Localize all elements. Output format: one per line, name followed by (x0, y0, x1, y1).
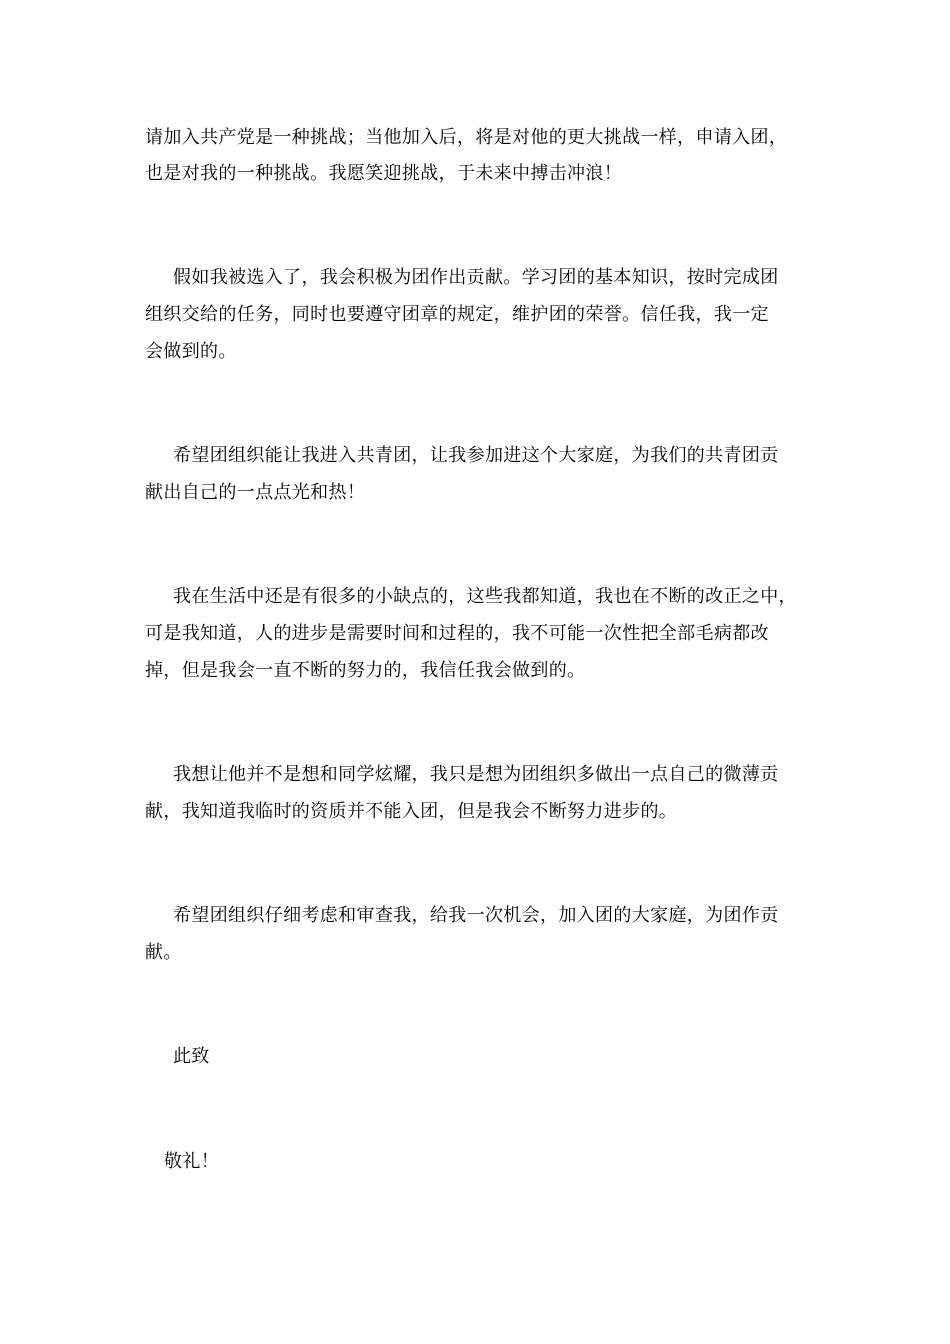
paragraph-2-line-1: 假如我被选入了，我会积极为团作出贡献。学习团的基本知识，按时完成团 (173, 267, 779, 288)
paragraph-3-line-1: 希望团组织能让我进入共青团，让我参加进这个大家庭，为我们的共青团贡 (173, 445, 779, 466)
paragraph-6-line-2: 献。 (145, 942, 182, 963)
paragraph-5-line-1: 我想让他并不是想和同学炫耀，我只是想为团组织多做出一点自己的微薄贡 (173, 764, 779, 785)
paragraph-3-line-2: 献出自己的一点点光和热！ (145, 482, 366, 503)
closing-text: 此致 (173, 1046, 210, 1067)
paragraph-1-line-1: 请加入共产党是一种挑战；当他加入后，将是对他的更大挑战一样，申请入团， (145, 127, 788, 148)
paragraph-1-line-2: 也是对我的一种挑战。我愿笑迎挑战，于未来中搏击冲浪！ (145, 163, 623, 184)
paragraph-4-line-2: 可是我知道，人的进步是需要时间和过程的，我不可能一次性把全部毛病都改 (145, 623, 769, 644)
paragraph-6-line-1: 希望团组织仔细考虑和审查我，给我一次机会，加入团的大家庭，为团作贡 (173, 905, 779, 926)
paragraph-4-line-1: 我在生活中还是有很多的小缺点的，这些我都知道，我也在不断的改正之中， (173, 586, 797, 607)
salutation-text: 敬礼！ (164, 1151, 220, 1172)
paragraph-4-line-3: 掉，但是我会一直不断的努力的，我信任我会做到的。 (145, 660, 586, 681)
paragraph-5-line-2: 献，我知道我临时的资质并不能入团，但是我会不断努力进步的。 (145, 801, 678, 822)
paragraph-2-line-3: 会做到的。 (145, 341, 237, 362)
paragraph-2-line-2: 组织交给的任务，同时也要遵守团章的规定，维护团的荣誉。信任我，我一定 (145, 304, 769, 325)
